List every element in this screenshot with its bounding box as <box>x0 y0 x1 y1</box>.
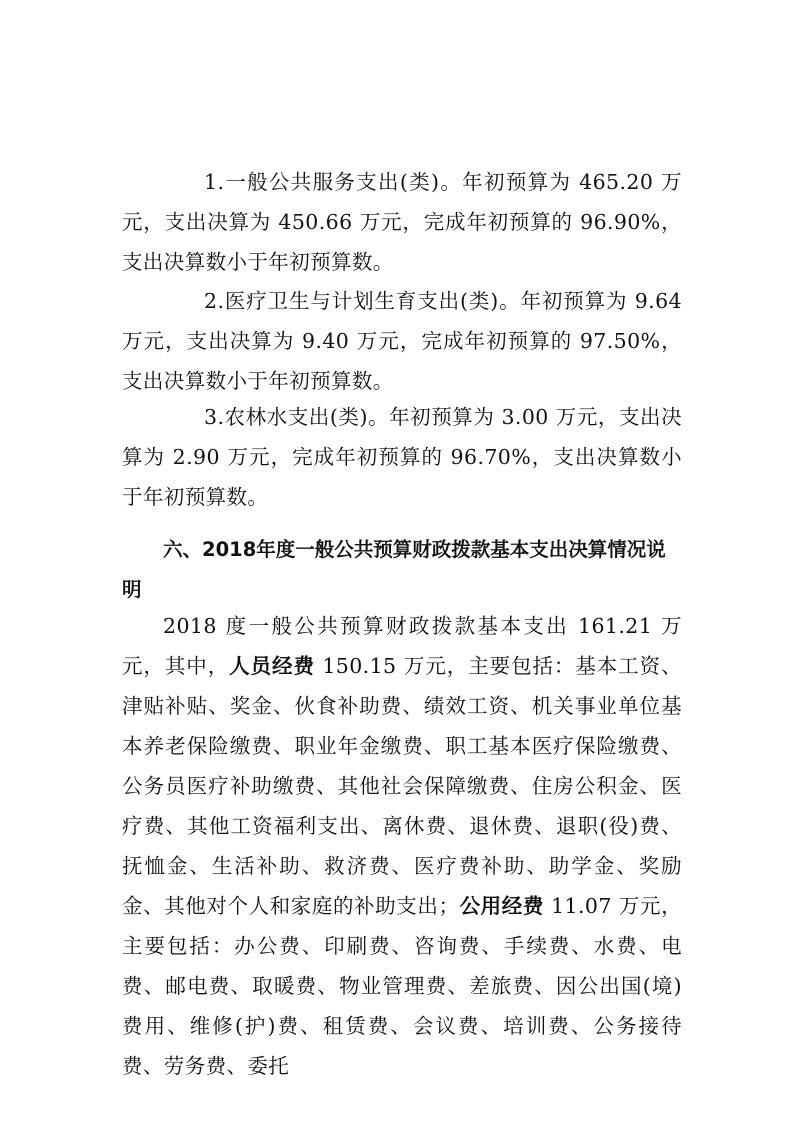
item-1-body: 年初预算为 465.20 万元，支出决算为 450.66 万元，完成年初预算的 96.90%，支出决算数小于年初预算数。 <box>122 170 682 274</box>
item-2-paragraph <box>122 281 682 401</box>
item-3-body: 年初预算为 3.00 万元，支出决算为 2.90 万元，完成年初预算的 96.70%，支出决算数小于年初预算数。 <box>122 405 682 509</box>
item-2-title: 医疗卫生与计划生育支出(类)。 <box>224 289 521 313</box>
item-2-number: 2. <box>204 289 225 313</box>
item-2-body: 年初预算为 9.64 万元，支出决算为 9.40 万元，完成年初预算的 97.50%，支出决算数小于年初预算数。 <box>122 289 682 393</box>
public-expense-text: 11.07 万元，主要包括：办公费、印刷费、咨询费、手续费、水费、电费、邮电费、取暖费、物业管理费、差旅费、因公出国(境)费用、维修(护)费、租赁费、会议费、培训费、公务接待费、劳务费、委托 <box>122 894 682 1078</box>
item-1-number: 1. <box>204 170 225 194</box>
basic-expenditure-paragraph <box>122 606 682 1086</box>
item-3-paragraph <box>122 397 682 517</box>
section-heading: 六、2018年度一般公共预算财政拨款基本支出决算情况说明 <box>122 538 666 601</box>
item-1-title: 一般公共服务支出(类)。 <box>224 170 463 194</box>
personnel-expense-text: 150.15 万元，主要包括：基本工资、津贴补贴、奖金、伙食补助费、绩效工资、机关事业单位基本养老保险缴费、职业年金缴费、职工基本医疗保险缴费、公务员医疗补助缴费、其他社会保障缴费、住房公积金、医疗费、其他工资福利支出、离休费、退休费、退职(役)费、抚恤金、生活补助、救济费、医疗费补助、助学金、奖励金、其他对个人和家庭的补助支出； <box>122 654 682 918</box>
intro-text: 2018 度一般公共预算财政拨款基本支出 161.21 万元，其中， <box>122 614 682 678</box>
personnel-expense-label: 人员经费 <box>229 654 315 678</box>
item-3-number: 3. <box>204 405 225 429</box>
item-1-paragraph <box>122 162 682 282</box>
item-3-title: 农林水支出(类)。 <box>224 405 390 429</box>
public-expense-label: 公用经费 <box>459 894 544 918</box>
